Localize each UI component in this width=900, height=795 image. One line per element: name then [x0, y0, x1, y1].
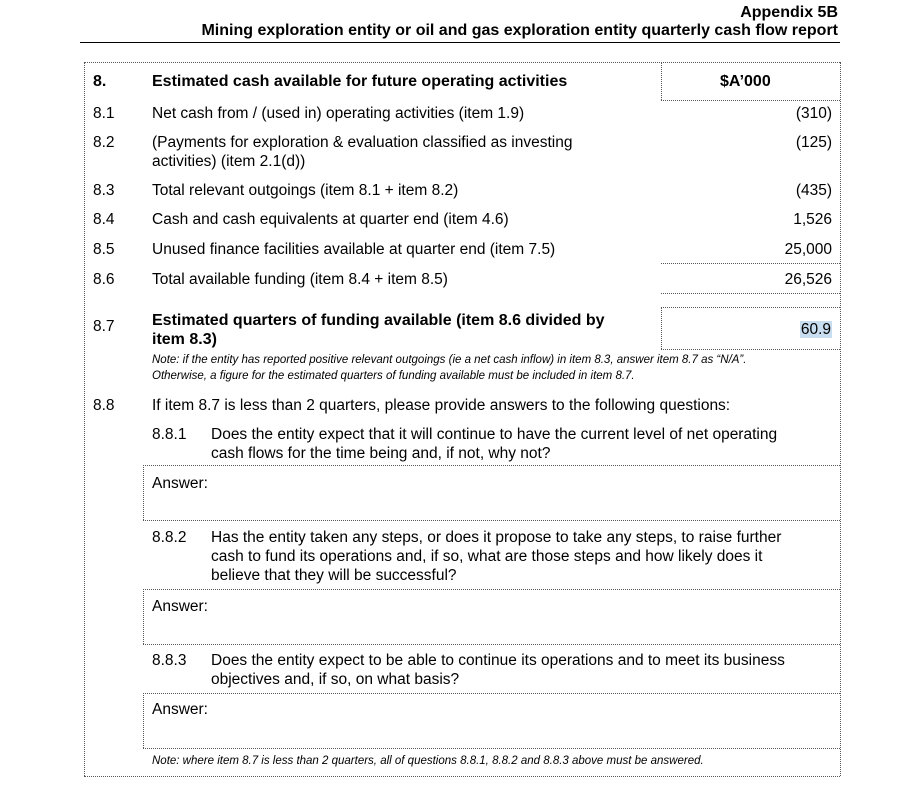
value-total-line-top — [661, 263, 840, 264]
item-87-title: Estimated quarters of funding available (item 8.6 divided by — [152, 312, 605, 329]
answer-box-top — [143, 465, 840, 466]
row-number: 8.2 — [93, 134, 115, 151]
item-87-value — [800, 320, 832, 339]
value-87-box-left — [661, 307, 662, 349]
answer-box-bottom — [143, 748, 840, 749]
item-87-number: 8.7 — [93, 318, 115, 335]
item-87-note: Note: if the entity has reported positive relevant outgoings (ie a net cash inflow) in item 8.3, answer item 8.7 as “N/A”. — [152, 354, 747, 366]
item-87-note-cont: Otherwise, a figure for the estimated quarters of funding available must be included in item 8.7. — [152, 370, 635, 382]
answer-label: Answer: — [152, 598, 208, 615]
appendix-label: Appendix 5B — [740, 4, 838, 21]
item-88-intro: If item 8.7 is less than 2 quarters, please provide answers to the following questions: — [152, 397, 731, 414]
row-value: 1,526 — [793, 211, 832, 228]
answer-box-left — [143, 589, 144, 644]
answer-box-bottom — [143, 644, 840, 645]
answer-box-left — [143, 693, 144, 748]
row-description: Cash and cash equivalents at quarter end (item 4.6) — [152, 211, 509, 228]
value-column-divider — [661, 62, 662, 100]
answer-box-left — [143, 465, 144, 520]
item-87-value-text: 60.9 — [800, 321, 831, 338]
question-text-cont: cash to fund its operations and, if so, what are those steps and how likely does it — [211, 548, 763, 565]
question-text: Has the entity taken any steps, or does it propose to take any steps, to raise further — [211, 529, 782, 546]
frame-left — [84, 62, 85, 776]
question-number: 8.8.2 — [152, 529, 187, 546]
row-value: 25,000 — [784, 241, 832, 258]
answer-box-top — [143, 589, 840, 590]
row-number: 8.4 — [93, 211, 115, 228]
row-description: (Payments for exploration & evaluation classified as investing — [152, 134, 573, 151]
row-description: Unused finance facilities available at quarter end (item 7.5) — [152, 241, 556, 258]
answer-label: Answer: — [152, 475, 208, 492]
row-description: Net cash from / (used in) operating activities (item 1.9) — [152, 105, 525, 122]
frame-top — [84, 62, 840, 63]
answer-box-top — [143, 693, 840, 694]
row-number: 8.6 — [93, 271, 115, 288]
row-value: 26,526 — [784, 271, 832, 288]
question-text: Does the entity expect to be able to continue its operations and to meet its business — [211, 652, 785, 669]
value-87-box-top — [661, 307, 840, 308]
question-number: 8.8.1 — [152, 426, 187, 443]
question-number: 8.8.3 — [152, 652, 187, 669]
answer-box-bottom — [143, 520, 840, 521]
footer-note: Note: where item 8.7 is less than 2 quarters, all of questions 8.8.1, 8.8.2 and 8.8.3 above must be answered. — [152, 755, 704, 767]
answer-label: Answer: — [152, 701, 208, 718]
item-87-title-cont: item 8.3) — [152, 331, 217, 348]
row-number: 8.3 — [93, 182, 115, 199]
question-text-cont: cash flows for the time being and, if not, why not? — [211, 445, 551, 462]
value-total-line-bottom — [661, 293, 840, 294]
row-description: Total available funding (item 8.4 + item 8.5) — [152, 271, 448, 288]
header-divider — [80, 42, 840, 43]
frame-bottom — [84, 776, 840, 777]
item-88-number: 8.8 — [93, 397, 115, 414]
unit-header: $A’000 — [720, 73, 771, 90]
row-number: 8.5 — [93, 241, 115, 258]
question-text: Does the entity expect that it will continue to have the current level of net operating — [211, 426, 778, 443]
question-text-cont: objectives and, if so, on what basis? — [211, 671, 460, 688]
section-number: 8. — [93, 73, 107, 90]
section-title: Estimated cash available for future operating activities — [152, 73, 568, 90]
row-value: (310) — [795, 105, 832, 122]
question-text-cont: believe that they will be successful? — [211, 567, 457, 584]
row-value: (435) — [795, 182, 832, 199]
row-description: Total relevant outgoings (item 8.1 + item 8.2) — [152, 182, 459, 199]
report-title: Mining exploration entity or oil and gas exploration entity quarterly cash flow report — [201, 22, 838, 39]
frame-right — [840, 62, 841, 776]
row-value: (125) — [795, 134, 832, 151]
row-number: 8.1 — [93, 105, 115, 122]
value-87-box-bottom — [661, 349, 840, 350]
row-description-cont: activities) (item 2.1(d)) — [152, 153, 306, 170]
value-header-line — [661, 100, 840, 101]
